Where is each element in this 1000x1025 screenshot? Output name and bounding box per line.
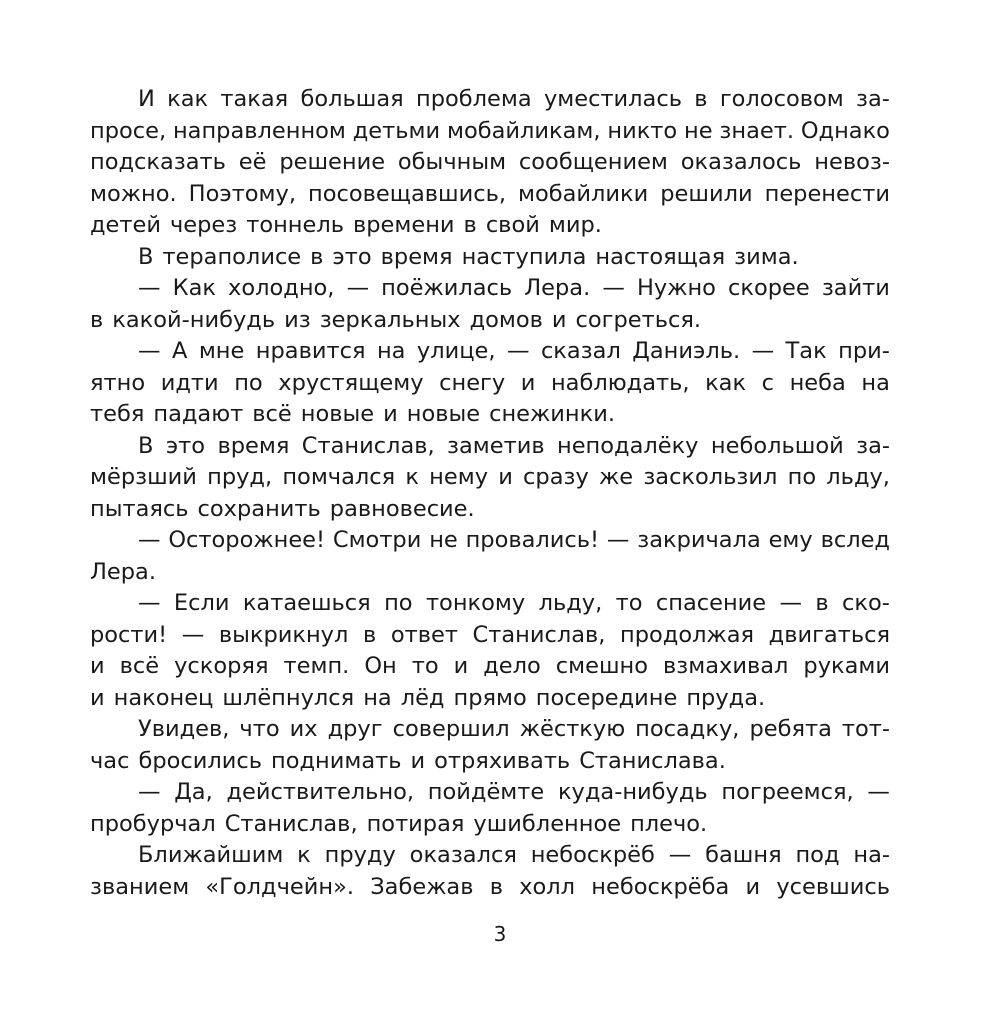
text-line — [90, 620, 890, 652]
word: тераполисе — [162, 243, 302, 270]
word: оказалось — [680, 149, 802, 175]
word: льду, — [826, 464, 890, 490]
text-line — [90, 368, 890, 400]
word: мобайлики — [518, 180, 649, 207]
word: — — [602, 275, 625, 301]
word: что — [239, 716, 280, 742]
word: поднимать — [271, 747, 402, 774]
text-line — [90, 147, 890, 179]
word: время — [380, 243, 453, 270]
word: шлёпнулся — [222, 684, 355, 711]
word: через — [169, 212, 238, 238]
word: не — [684, 117, 713, 144]
word: продолжая — [620, 621, 755, 648]
word: пруду — [324, 842, 396, 868]
text-line — [90, 840, 890, 872]
word: как — [705, 369, 747, 396]
word: Станислав, — [472, 621, 606, 648]
word: мёрзший — [90, 464, 197, 490]
word: потирая — [366, 810, 465, 837]
word: небоскрёба — [591, 873, 730, 900]
word: время — [217, 432, 290, 459]
word: решили — [660, 180, 753, 207]
word: её — [238, 149, 267, 175]
word: темп. — [283, 653, 350, 679]
word: то — [411, 653, 439, 679]
word: за- — [856, 432, 890, 459]
word: «Голдчейн». — [205, 873, 354, 900]
text-line — [90, 746, 890, 778]
word: ребята — [749, 716, 832, 742]
text-line — [90, 336, 890, 368]
word: смешно — [555, 653, 649, 679]
word: на — [861, 369, 890, 396]
word: под — [795, 842, 840, 868]
word: за- — [856, 86, 890, 112]
word: Лера. — [524, 275, 591, 301]
word: поёжилась — [381, 275, 513, 301]
word: и — [90, 684, 105, 711]
word: это — [332, 243, 372, 270]
word: заметив — [447, 432, 545, 459]
word: нему — [429, 464, 489, 490]
word: проблема — [416, 86, 532, 112]
word: друг — [327, 716, 383, 742]
word: сказал — [540, 338, 621, 364]
word: домов — [469, 306, 543, 333]
word: знает. — [719, 117, 794, 144]
word: Ближайшим — [138, 842, 284, 868]
word: пруда. — [686, 684, 766, 711]
word: решение — [279, 149, 386, 175]
word: действительно, — [226, 779, 415, 805]
word: большая — [300, 86, 404, 112]
word: двигаться — [768, 621, 890, 648]
text-line — [90, 683, 890, 715]
word: пробурчал — [90, 810, 216, 837]
word: обычным — [397, 149, 507, 175]
text-line — [90, 809, 890, 841]
word: хрустящему — [278, 369, 424, 396]
word: снегу — [439, 369, 506, 396]
word: провались! — [465, 527, 600, 553]
word: выкрикнул — [218, 621, 349, 648]
word: погреемся, — [721, 779, 854, 805]
word: спасение — [655, 590, 767, 616]
word: по — [787, 464, 817, 490]
word: падают — [153, 401, 244, 427]
word: — — [751, 338, 775, 364]
word: заскользил — [643, 464, 778, 490]
word: башня — [705, 842, 782, 868]
word: пытаясь — [90, 495, 189, 522]
word: уместилась — [543, 86, 682, 112]
word: А — [171, 338, 188, 364]
word: оказался — [409, 842, 517, 868]
word: куда-нибудь — [557, 779, 708, 805]
word: свой — [485, 212, 540, 238]
word: пойдёмте — [427, 779, 545, 805]
word: ему — [768, 527, 813, 553]
word: наконец — [113, 684, 214, 711]
word: отряхивать — [434, 747, 571, 774]
word: бросились — [138, 747, 263, 774]
word: ятно — [90, 369, 146, 396]
word: прямо — [453, 684, 527, 711]
text-line — [90, 714, 890, 746]
word: на — [376, 338, 406, 364]
text-line — [90, 872, 890, 904]
word: и — [453, 653, 469, 679]
word: к — [297, 842, 311, 868]
word: тоннель — [246, 212, 344, 238]
word: и — [90, 653, 105, 679]
word: при- — [838, 338, 890, 364]
word: Да, — [174, 779, 213, 805]
word: неподалёку — [556, 432, 699, 459]
word: — — [668, 842, 692, 868]
word: невоз- — [814, 149, 890, 175]
word: и — [383, 401, 398, 427]
text-line — [90, 273, 890, 305]
word: плечо. — [630, 810, 708, 837]
word: на- — [853, 842, 890, 868]
word: Осторожнее! — [168, 527, 326, 553]
word: их — [289, 716, 318, 742]
word: рости! — [90, 621, 168, 648]
word: Забежав — [370, 873, 474, 900]
word: зима. — [734, 243, 799, 270]
text-line — [90, 431, 890, 463]
word: новые — [300, 401, 375, 427]
word: скорее — [728, 275, 810, 301]
word: ускоряя — [174, 653, 269, 679]
word: — — [181, 621, 205, 648]
word: с — [761, 369, 775, 396]
word: сразу — [523, 464, 589, 490]
word: можно. — [90, 180, 177, 207]
word: в — [362, 621, 377, 648]
word: в — [310, 243, 324, 270]
word: Станислава. — [579, 747, 726, 774]
word: сообщением — [518, 149, 668, 175]
word: сохранить — [197, 495, 321, 522]
word: направленном — [172, 117, 346, 144]
text-line — [90, 179, 890, 211]
word: — — [346, 275, 370, 301]
word: наблюдать, — [550, 369, 690, 396]
word: ско- — [842, 590, 890, 616]
word: же — [598, 464, 634, 490]
word: то — [615, 590, 643, 616]
word: перенести — [764, 180, 890, 207]
word: по — [384, 590, 413, 616]
word: зайти — [821, 275, 890, 301]
text-line — [90, 525, 890, 557]
book-page-text — [90, 84, 890, 903]
word: вслед — [820, 527, 890, 553]
word: усевшись — [776, 873, 890, 900]
word: новые — [406, 401, 481, 427]
word: в — [463, 212, 477, 238]
word: посовещавшись, — [308, 180, 506, 207]
word: небоскрёб — [530, 842, 655, 868]
word: В — [138, 432, 154, 459]
word: посередине — [535, 684, 678, 711]
word: и — [551, 306, 567, 333]
word: в — [489, 873, 503, 900]
word: детьми — [352, 117, 441, 144]
text-line — [90, 494, 890, 526]
word: Если — [173, 590, 230, 616]
word: никто — [607, 117, 678, 144]
text-line — [90, 651, 890, 683]
word: жёсткую — [519, 716, 626, 742]
word: — — [138, 275, 161, 301]
word: в — [90, 306, 104, 333]
text-line — [90, 399, 890, 431]
word: — — [867, 779, 890, 805]
word: к — [405, 464, 419, 490]
word: и — [410, 747, 426, 774]
word: тот- — [841, 716, 890, 742]
word: из — [284, 306, 311, 333]
word: закричала — [637, 527, 761, 553]
word: зеркальных — [319, 306, 461, 333]
word: посадку, — [635, 716, 740, 742]
word: подсказать — [90, 149, 226, 175]
word: мобайликам, — [446, 117, 601, 144]
word: времени — [353, 212, 455, 238]
word: — — [138, 590, 161, 616]
word: и — [498, 464, 513, 490]
text-line — [90, 305, 890, 337]
word: Нужно — [636, 275, 716, 301]
word: всё — [119, 653, 160, 679]
word: идти — [160, 369, 219, 396]
word: Однако — [800, 117, 890, 144]
text-line — [90, 588, 890, 620]
word: совершил — [392, 716, 510, 742]
word: такая — [220, 86, 289, 112]
word: мне — [198, 338, 245, 364]
word: наступила — [461, 243, 587, 270]
word: снежинки. — [489, 401, 615, 427]
word: Так — [785, 338, 827, 364]
word: льду, — [538, 590, 603, 616]
word: просе, — [90, 117, 167, 144]
text-line — [90, 777, 890, 809]
word: Он — [364, 653, 397, 679]
word: холодно, — [228, 275, 335, 301]
word: — — [138, 338, 161, 364]
text-line — [90, 210, 890, 242]
word: небольшой — [710, 432, 844, 459]
word: равновесие. — [329, 495, 475, 522]
word: взмахивал — [663, 653, 789, 679]
word: — — [138, 527, 161, 553]
word: не — [429, 527, 458, 553]
word: это — [165, 432, 206, 459]
word: Смотри — [332, 527, 422, 553]
word: Лера. — [90, 558, 156, 585]
word: по — [234, 369, 263, 396]
text-line — [90, 557, 890, 589]
word: мир. — [548, 212, 602, 238]
text-line — [90, 84, 890, 116]
word: — — [138, 779, 161, 805]
page-number: 3 — [493, 922, 507, 946]
word: пруд, — [207, 464, 273, 490]
text-line — [90, 116, 890, 148]
word: неба — [789, 369, 846, 396]
word: званием — [90, 873, 190, 900]
word: И — [138, 86, 155, 112]
word: Увидев, — [138, 716, 230, 742]
word: в — [815, 590, 829, 616]
word: Станислав, — [224, 810, 358, 837]
text-line — [90, 462, 890, 494]
word: Даниэль. — [632, 338, 741, 364]
word: детей — [90, 212, 161, 238]
word: ушибленное — [473, 810, 622, 837]
word: катаешься — [242, 590, 371, 616]
word: тебя — [90, 401, 145, 427]
word: настоящая — [595, 243, 726, 270]
word: и — [520, 369, 536, 396]
word: согреться. — [575, 306, 702, 333]
word: — — [506, 338, 530, 364]
word: лёд — [400, 684, 445, 711]
word: как — [167, 86, 209, 112]
word: ответ — [390, 621, 458, 648]
word: В — [138, 243, 154, 270]
word: Поэтому, — [188, 180, 297, 207]
word: холл — [519, 873, 576, 900]
word: руками — [803, 653, 890, 679]
word: Как — [172, 275, 216, 301]
word: в — [694, 86, 708, 112]
word: тонкому — [425, 590, 526, 616]
word: какой-нибудь — [112, 306, 276, 333]
text-line — [90, 242, 890, 274]
word: и — [745, 873, 761, 900]
word: на — [363, 684, 392, 711]
word: — — [606, 527, 630, 553]
word: голосовом — [719, 86, 844, 112]
word: помчался — [282, 464, 396, 490]
word: дело — [483, 653, 541, 679]
word: — — [779, 590, 802, 616]
word: улице, — [416, 338, 496, 364]
word: всё — [252, 401, 292, 427]
word: Станислав, — [301, 432, 435, 459]
word: час — [90, 747, 130, 774]
word: нравится — [255, 338, 366, 364]
